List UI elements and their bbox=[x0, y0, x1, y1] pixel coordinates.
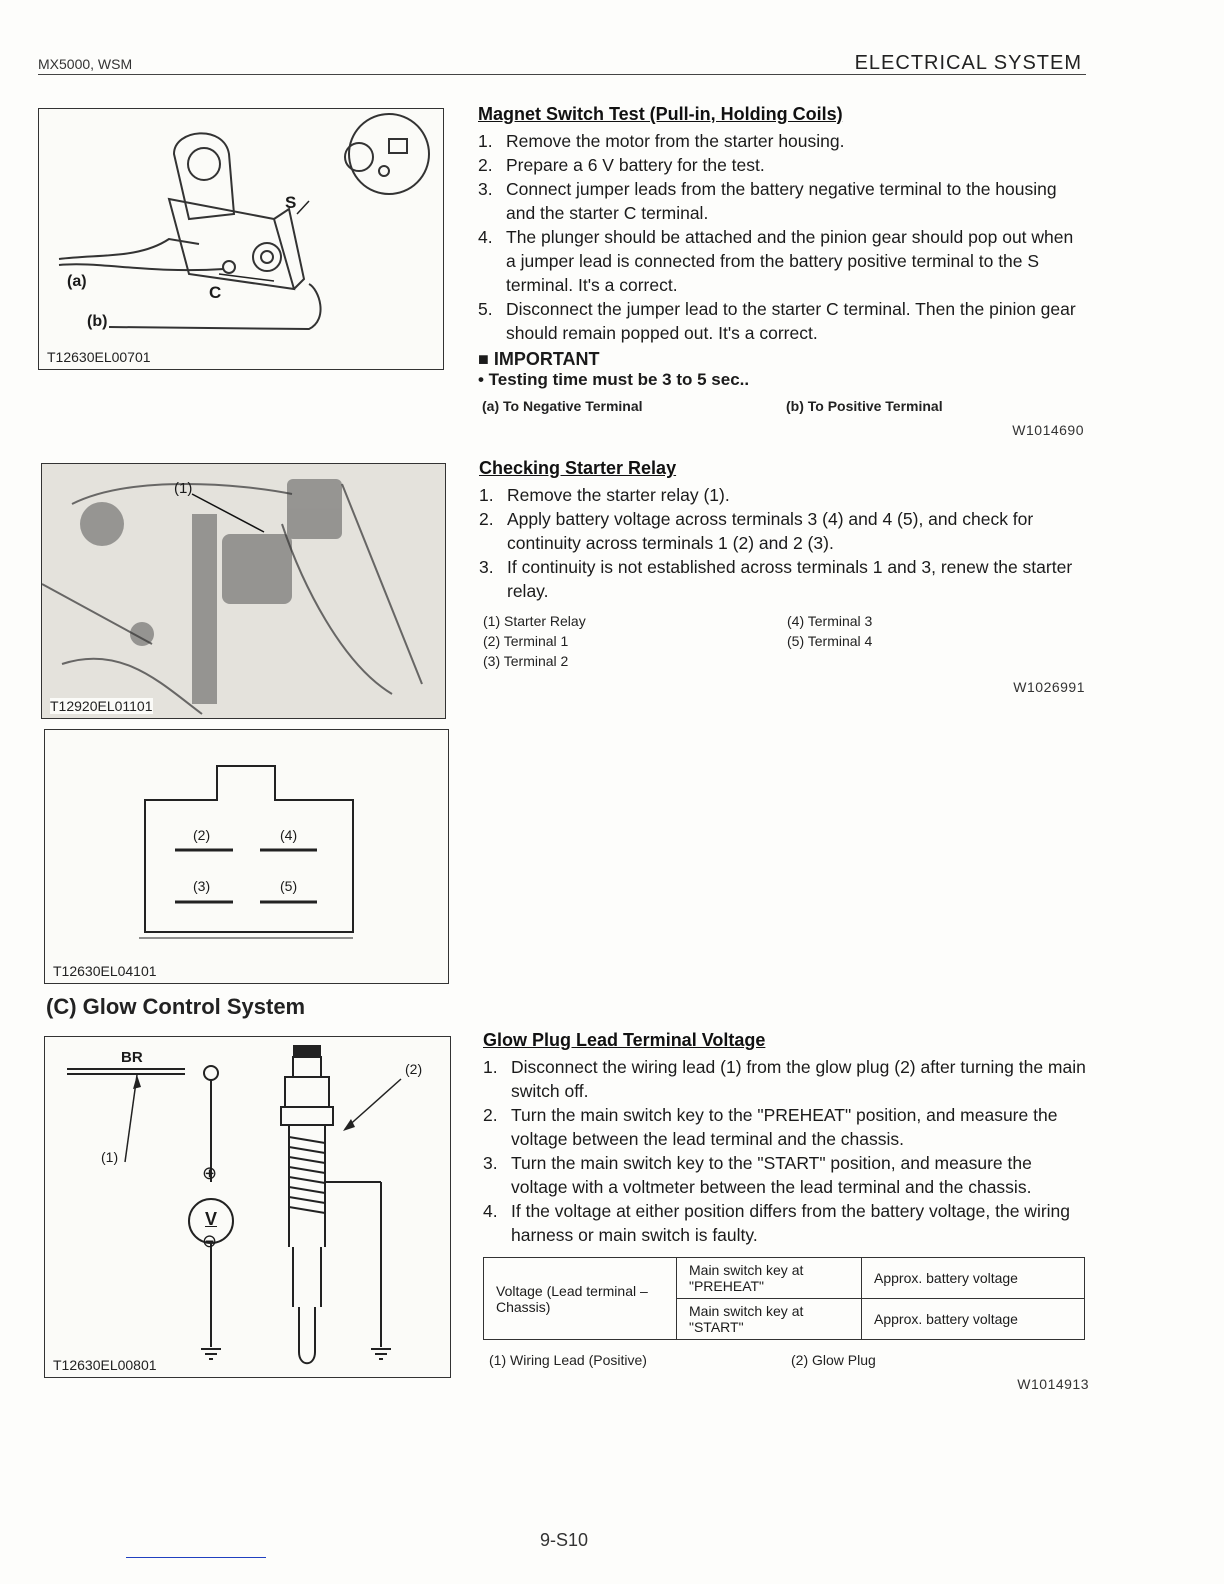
table-cell-value: Approx. battery voltage bbox=[862, 1258, 1085, 1299]
header-rule bbox=[38, 74, 1086, 75]
step-item: 2. Prepare a 6 V battery for the test. bbox=[478, 155, 765, 175]
label-2: (2) bbox=[405, 1061, 423, 1077]
doc-code: W1014690 bbox=[1012, 422, 1084, 438]
step-item: 4. If the voltage at either position differs from the battery voltage, the wiring harness or main switch is faulty. bbox=[483, 1201, 1071, 1245]
relay-legend bbox=[479, 611, 1085, 673]
figure-code: T12920EL01101 bbox=[50, 698, 153, 714]
label-c: C bbox=[209, 283, 222, 302]
legend-item: (2) Terminal 1 bbox=[483, 633, 569, 649]
table-cell-value: Approx. battery voltage bbox=[862, 1299, 1085, 1340]
glow-legend bbox=[483, 1350, 1089, 1372]
label-1: (1) bbox=[174, 480, 193, 497]
terminal-label-4: (4) bbox=[280, 827, 298, 843]
label-b: (b) bbox=[87, 313, 108, 330]
glow-section-title: (C) Glow Control System bbox=[46, 994, 306, 1019]
header-section: ELECTRICAL SYSTEM bbox=[854, 52, 1082, 74]
step-item: 5. Disconnect the jumper lead to the starter C terminal. Then the pinion gear should remain popped out. It's a correct. bbox=[478, 299, 1076, 343]
section-title: Glow Plug Lead Terminal Voltage bbox=[483, 1030, 766, 1050]
glow-circuit-drawing bbox=[45, 1037, 450, 1377]
step-item: 4. The plunger should be attached and the pinion gear should pop out when a jumper lead is connected from the battery positive terminal to the S terminal. It's a correct. bbox=[478, 227, 1074, 295]
relay-terminal-drawing bbox=[45, 730, 448, 983]
legend-item: (1) Starter Relay bbox=[483, 613, 586, 629]
figure-relay-terminals bbox=[44, 729, 449, 984]
step-item: 3. If continuity is not established across terminals 1 and 3, renew the starter relay. bbox=[479, 557, 1073, 601]
step-item: 1. Disconnect the wiring lead (1) from the glow plug (2) after turning the main switch off. bbox=[483, 1057, 1086, 1101]
voltmeter-label: V bbox=[205, 1209, 218, 1229]
label-a: (a) bbox=[67, 273, 87, 290]
figure-magnet-switch bbox=[38, 108, 444, 370]
relay-photo-drawing bbox=[42, 464, 445, 718]
section-title: Magnet Switch Test (Pull-in, Holding Coils) bbox=[478, 104, 843, 124]
step-item: 2. Turn the main switch key to the "PREHEAT" position, and measure the voltage between the lead terminal and the chassis. bbox=[483, 1105, 1058, 1149]
plus-icon: ⊕ bbox=[202, 1163, 218, 1183]
relay-section bbox=[479, 458, 1085, 695]
relay-steps bbox=[479, 483, 1085, 603]
legend-b: (b) To Positive Terminal bbox=[786, 398, 943, 414]
step-item: 2. Apply battery voltage across terminals 3 (4) and 4 (5), and check for continuity across terminals 1 (2) and 2 (3). bbox=[479, 509, 1034, 553]
figure-starter-relay-photo bbox=[41, 463, 446, 719]
legend-item: (1) Wiring Lead (Positive) bbox=[489, 1352, 647, 1368]
doc-code: W1014913 bbox=[1017, 1376, 1089, 1392]
terminal-label-3: (3) bbox=[193, 878, 211, 894]
legend-item: (5) Terminal 4 bbox=[787, 633, 873, 649]
figure-code: T12630EL00801 bbox=[53, 1357, 157, 1373]
magnet-steps bbox=[478, 129, 1084, 345]
step-item: 1. Remove the motor from the starter housing. bbox=[478, 131, 845, 151]
important-label: ■ IMPORTANT bbox=[478, 349, 600, 369]
legend-item: (3) Terminal 2 bbox=[483, 653, 569, 669]
header-model: MX5000, WSM bbox=[38, 56, 133, 72]
important-text: • Testing time must be 3 to 5 sec.. bbox=[478, 370, 750, 389]
section-title: Checking Starter Relay bbox=[479, 458, 677, 478]
magnet-legend bbox=[478, 396, 1084, 418]
page-number: 9-S10 bbox=[540, 1530, 589, 1550]
magnet-test-section bbox=[478, 104, 1084, 438]
footer-rule bbox=[126, 1557, 266, 1558]
legend-item: (2) Glow Plug bbox=[791, 1352, 876, 1368]
step-item: 3. Connect jumper leads from the battery negative terminal to the housing and the starter C terminal. bbox=[478, 179, 1057, 223]
terminal-label-2: (2) bbox=[193, 827, 211, 843]
step-item: 1. Remove the starter relay (1). bbox=[479, 485, 730, 505]
glow-voltage-section bbox=[483, 1030, 1089, 1392]
table-row bbox=[484, 1258, 1085, 1299]
legend-item: (4) Terminal 3 bbox=[787, 613, 873, 629]
legend-a: (a) To Negative Terminal bbox=[482, 398, 643, 414]
figure-code: T12630EL04101 bbox=[53, 963, 157, 979]
minus-icon: ⊖ bbox=[202, 1231, 218, 1251]
terminal-label-5: (5) bbox=[280, 878, 298, 894]
voltage-table bbox=[483, 1257, 1085, 1340]
label-1: (1) bbox=[101, 1149, 119, 1165]
doc-code: W1026991 bbox=[1013, 679, 1085, 695]
wire-color-label: BR bbox=[121, 1049, 143, 1066]
figure-code: T12630EL00701 bbox=[47, 349, 151, 365]
glow-steps bbox=[483, 1055, 1089, 1247]
step-item: 3. Turn the main switch key to the "START" position, and measure the voltage with a voltmeter between the lead terminal and the chassis. bbox=[483, 1153, 1032, 1197]
table-cell-condition: Main switch key at "PREHEAT" bbox=[677, 1258, 862, 1299]
table-cell-condition: Main switch key at "START" bbox=[677, 1299, 862, 1340]
figure-glow-plug-circuit bbox=[44, 1036, 451, 1378]
table-row-label: Voltage (Lead terminal – Chassis) bbox=[484, 1258, 677, 1340]
label-s: S bbox=[285, 193, 297, 212]
